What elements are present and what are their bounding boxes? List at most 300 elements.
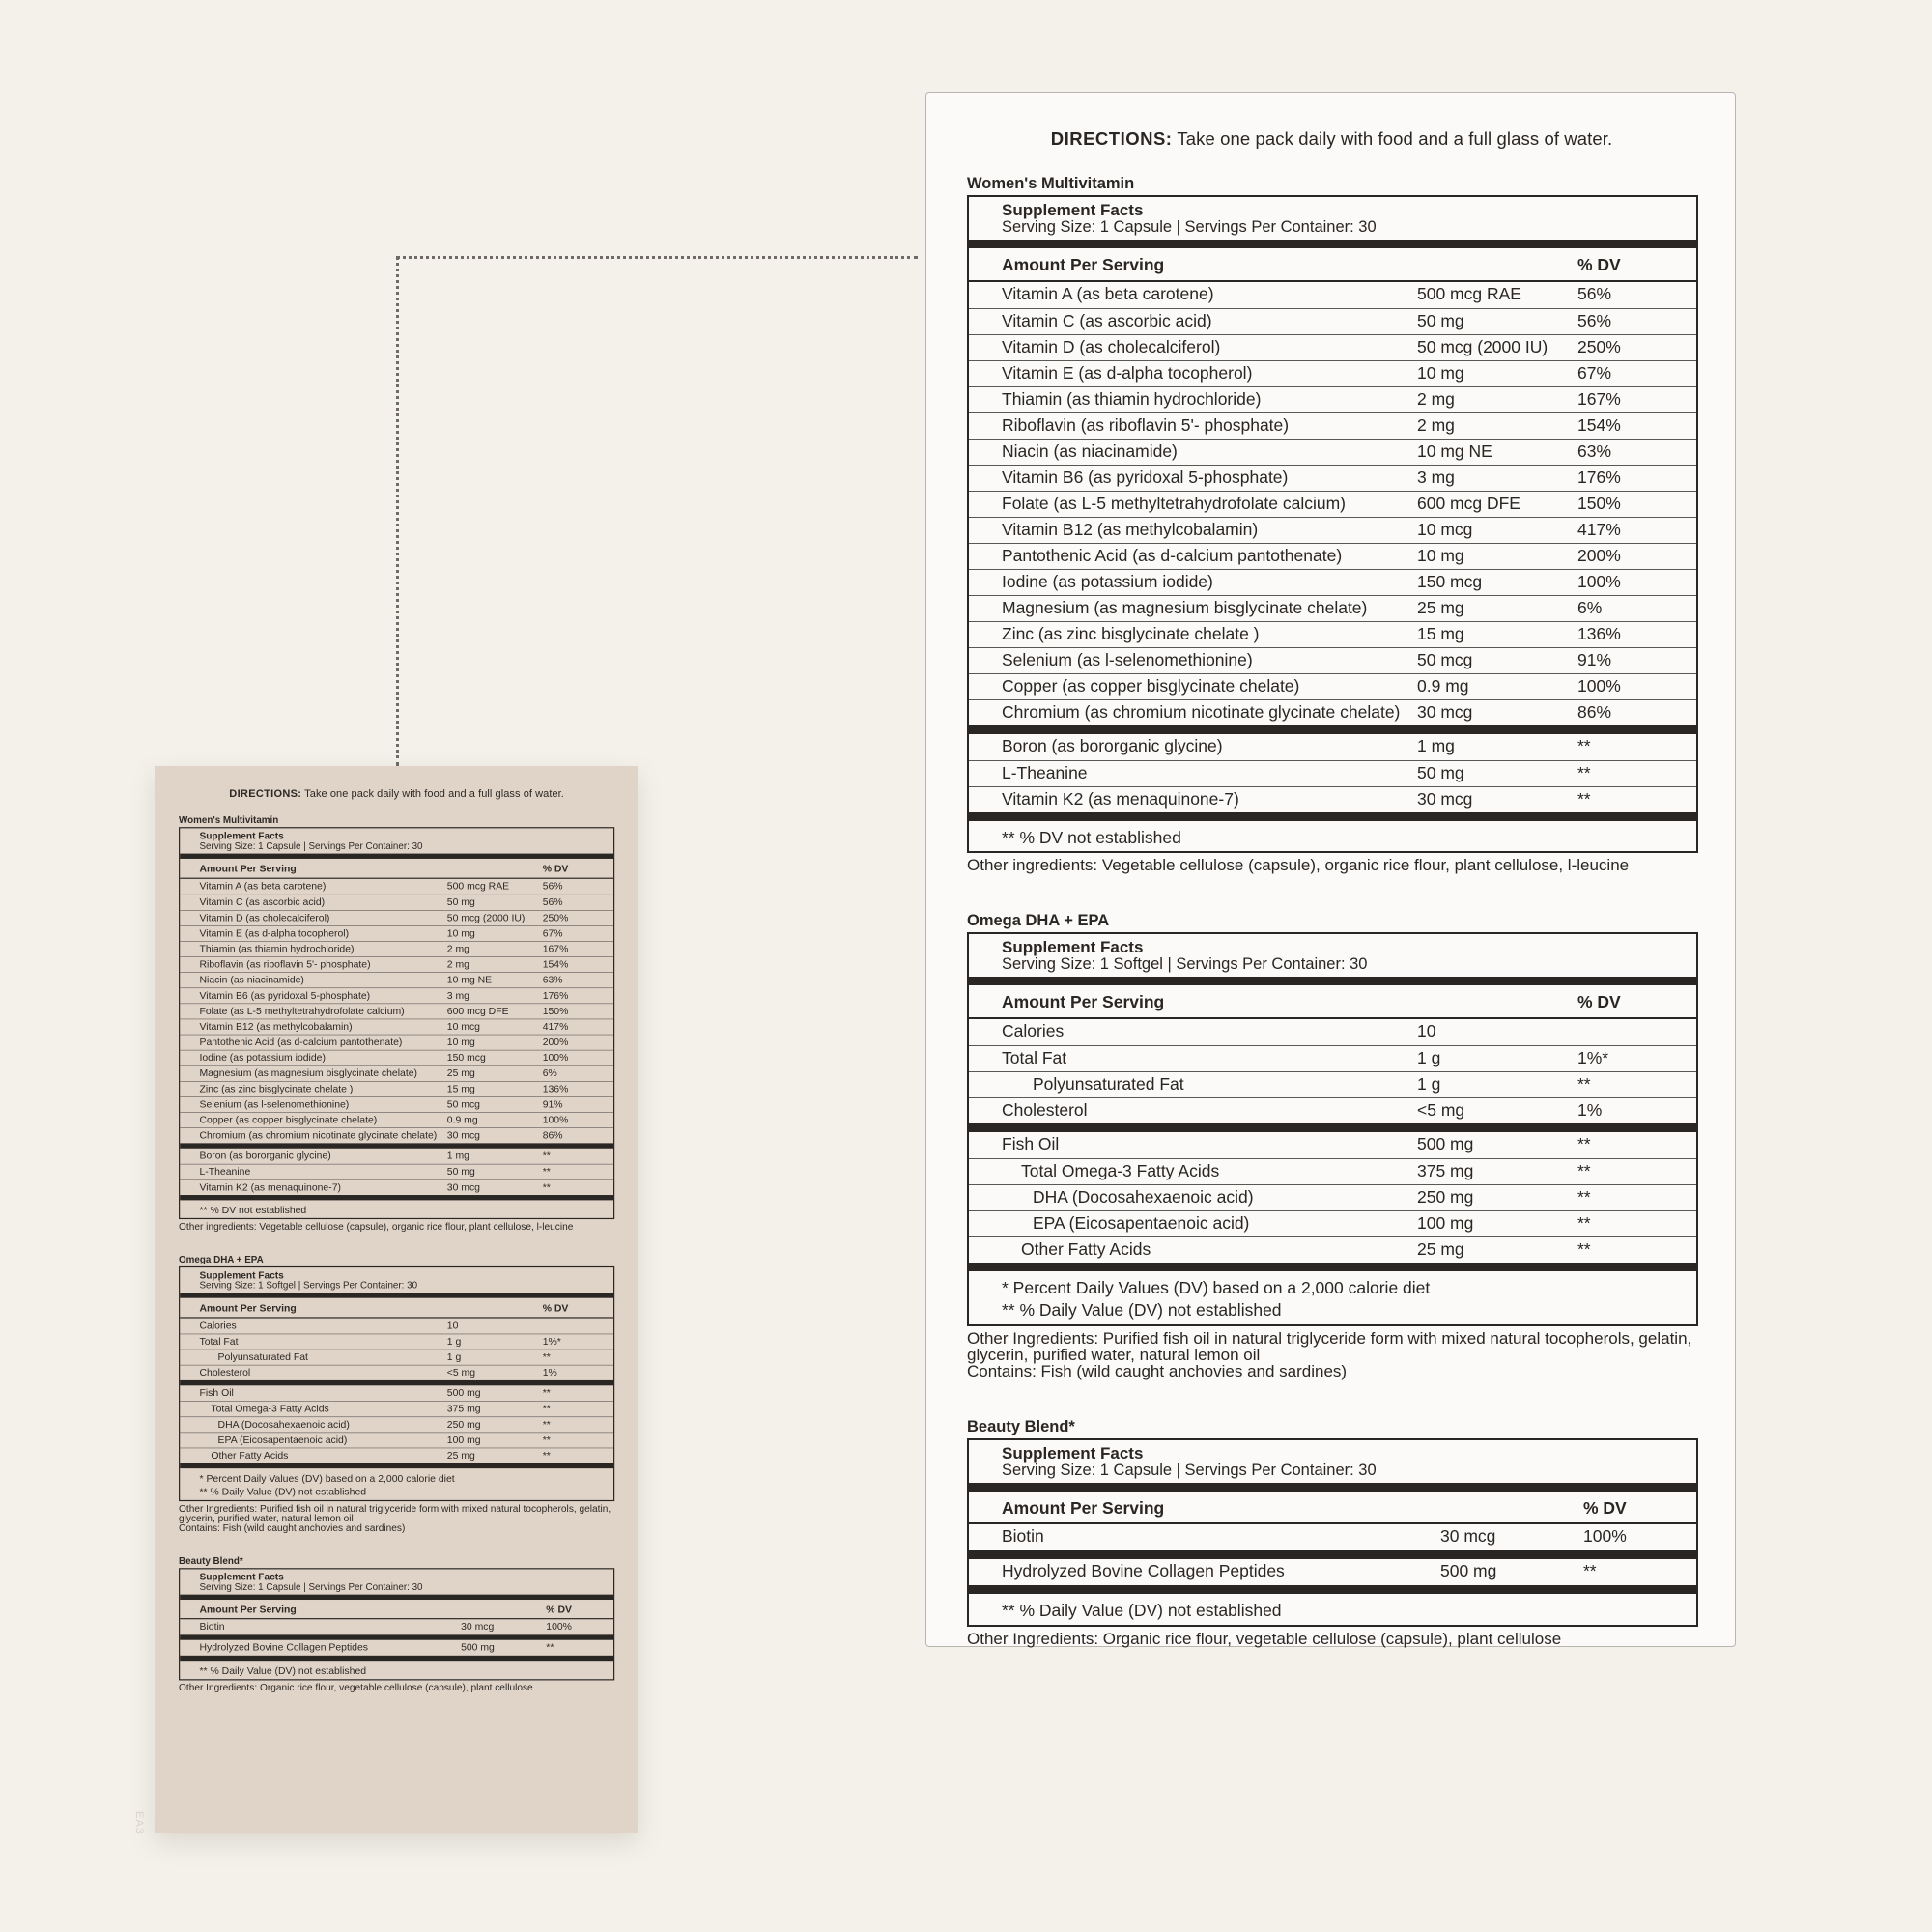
nutrient-dv: 136% [542,1082,569,1094]
supplement-facts-table [179,1266,614,1501]
nutrient-amount: 1 mg [446,1149,469,1161]
nutrient-dv: 56% [1577,310,1612,330]
nutrient-dv: 250% [542,911,569,923]
nutrient-name: Copper (as copper bisglycinate chelate) [1002,675,1300,696]
nutrient-dv: ** [1577,1212,1591,1233]
other-ingredients [179,1222,614,1232]
nutrient-dv: ** [1577,762,1591,782]
nutrient-name: Vitamin C (as ascorbic acid) [199,895,326,908]
header-dv: % DV [1583,1498,1627,1519]
header-amount-per-serving: Amount Per Serving [1002,992,1165,1012]
table-row [180,1164,613,1179]
nutrient-dv: 167% [542,942,569,954]
facts-header [969,934,1696,977]
nutrient-group [969,1019,1696,1123]
footnote-text: ** % Daily Value (DV) not established [199,1664,367,1677]
thick-divider [969,240,1696,248]
nutrient-dv: ** [542,1386,551,1399]
supplement-facts-table [967,195,1698,853]
nutrient-name: DHA (Docosahexaenoic acid) [1033,1186,1254,1207]
directions-body: Take one pack daily with food and a full glass of water. [301,787,564,800]
table-row [969,439,1696,465]
table-row [969,699,1696,725]
thick-divider [969,1483,1696,1492]
nutrient-amount: <5 mg [1417,1099,1465,1120]
nutrient-amount: 50 mcg (2000 IU) [1417,336,1548,356]
table-row [969,621,1696,647]
header-amount-per-serving: Amount Per Serving [1002,255,1165,275]
nutrient-amount: 0.9 mg [1417,675,1469,696]
nutrient-name: Niacin (as niacinamide) [1002,440,1178,461]
header-amount-per-serving: Amount Per Serving [199,863,297,875]
nutrient-dv: 100% [1577,675,1621,696]
table-row [180,1034,613,1049]
table-row [180,1333,613,1349]
table-row [180,1432,613,1447]
nutrient-name: Vitamin D (as cholecalciferol) [1002,336,1221,356]
table-row [969,543,1696,569]
nutrient-name: Boron (as bororganic glycine) [199,1149,331,1161]
nutrient-amount: 0.9 mg [446,1113,478,1125]
column-header-row [969,1492,1696,1522]
nutrient-amount: 500 mg [446,1386,481,1399]
nutrient-dv: 154% [542,957,569,970]
product-beauty-blend [179,1556,614,1692]
nutrient-group [969,1524,1696,1550]
table-row [180,941,613,956]
directions-text [179,787,614,800]
nutrient-group [969,282,1696,725]
footnote-text: ** % DV not established [1002,827,1181,847]
nutrient-amount: 15 mg [1417,623,1464,643]
table-row [180,1385,613,1401]
supplement-facts-table [179,827,614,1219]
nutrient-dv: 86% [1577,701,1612,722]
nutrient-name: Vitamin B12 (as methylcobalamin) [1002,519,1259,539]
nutrient-dv: 1% [1577,1099,1603,1120]
table-row [180,972,613,987]
table-row [180,1401,613,1416]
nutrient-amount: 250 mg [446,1418,481,1431]
nutrient-amount: 2 mg [1417,388,1455,409]
product-title: Beauty Blend* [967,1417,1075,1435]
table-row [180,1127,613,1143]
nutrient-amount: 10 [1417,1020,1436,1040]
nutrient-dv: 250% [1577,336,1621,356]
nutrient-dv: 1%* [1577,1047,1609,1067]
nutrient-group [969,1559,1696,1585]
nutrient-amount: 600 mcg DFE [1417,493,1520,513]
other-ingredients-text: Contains: Fish (wild caught anchovies and sardines) [967,1361,1348,1380]
footnote-text: * Percent Daily Values (DV) based on a 2,000 calorie diet [199,1472,455,1485]
nutrient-amount: 2 mg [446,942,469,954]
nutrient-name: Selenium (as l-selenomethionine) [1002,649,1253,669]
facts-header [180,1569,613,1594]
nutrient-name: Total Fat [199,1335,239,1348]
nutrient-dv: 6% [542,1066,557,1079]
label-thumbnail[interactable] [155,766,638,1833]
facts-header [180,1267,613,1293]
nutrient-name: Hydrolyzed Bovine Collagen Peptides [1002,1561,1285,1581]
nutrient-name: Selenium (as l-selenomethionine) [199,1097,350,1110]
header-dv: % DV [1577,992,1621,1012]
nutrient-name: Thiamin (as thiamin hydrochloride) [1002,388,1262,409]
table-row [969,1097,1696,1123]
table-row [969,569,1696,595]
nutrient-dv: 100% [1583,1526,1627,1547]
nutrient-name: Niacin (as niacinamide) [199,973,304,985]
nutrient-amount: 1 g [446,1350,462,1363]
footnote-text: ** % Daily Value (DV) not established [1002,1601,1282,1621]
column-header-row [180,859,613,877]
nutrient-dv: ** [542,1165,551,1178]
nutrient-dv: ** [1577,735,1591,755]
product-womens-multivitamin [179,815,614,1232]
facts-title: Supplement Facts [1002,938,1144,957]
nutrient-dv: 86% [542,1128,563,1141]
nutrient-dv: ** [1577,788,1591,809]
table-row [180,987,613,1003]
nutrient-name: Total Fat [1002,1047,1067,1067]
header-amount-per-serving: Amount Per Serving [1002,1498,1165,1519]
header-dv: % DV [542,1302,569,1314]
nutrient-amount: 500 mcg RAE [1417,283,1521,303]
facts-title: Supplement Facts [1002,1443,1144,1463]
nutrient-name: EPA (Eicosapentaenoic acid) [1033,1212,1250,1233]
nutrient-name: Calories [199,1319,237,1331]
other-ingredients [179,1683,614,1692]
header-dv: % DV [546,1604,572,1616]
nutrient-amount: 50 mcg (2000 IU) [446,911,526,923]
table-row [969,1236,1696,1263]
column-header-row [180,1600,613,1618]
nutrient-name: Polyunsaturated Fat [217,1350,308,1363]
nutrient-dv: 63% [542,973,563,985]
other-ingredients-text: Other Ingredients: Purified fish oil in natural triglyceride form with mixed natural tocopherols, gelatin, glycerin, purified water, natural lemon oil [967,1328,1692,1364]
nutrient-name: Total Omega-3 Fatty Acids [211,1402,329,1414]
footnotes [969,1594,1696,1625]
nutrient-name: L-Theanine [199,1165,251,1178]
nutrient-dv: 200% [1577,545,1621,565]
column-header-row [969,985,1696,1016]
directions-text [967,128,1696,150]
nutrient-dv: 100% [546,1620,572,1633]
table-row [180,1447,613,1463]
nutrient-dv: ** [542,1149,551,1161]
nutrient-dv: 91% [1577,649,1612,669]
nutrient-dv: ** [1577,1133,1591,1153]
other-ingredients [967,1330,1696,1379]
nutrient-dv: 200% [542,1036,569,1048]
product-title: Omega DHA + EPA [179,1254,264,1265]
table-row [969,491,1696,517]
nutrient-name: Fish Oil [199,1386,234,1399]
nutrient-amount: 25 mg [1417,1238,1464,1259]
footnotes [969,1271,1696,1324]
nutrient-dv: ** [546,1641,554,1654]
supplement-facts-table [967,932,1698,1326]
nutrient-amount: 150 mcg [446,1051,486,1064]
nutrient-amount: 375 mg [1417,1160,1474,1180]
table-row [969,734,1696,760]
nutrient-group [180,879,613,1144]
facts-title: Supplement Facts [1002,201,1144,219]
product-title: Women's Multivitamin [179,814,279,826]
table-row [180,1416,613,1432]
nutrient-amount: 10 mg NE [1417,440,1492,461]
header-amount-per-serving: Amount Per Serving [199,1302,297,1314]
nutrient-dv: ** [1583,1561,1597,1581]
table-row [969,1158,1696,1184]
table-row [180,1365,613,1380]
table-row [180,1003,613,1018]
nutrient-amount: 25 mg [446,1066,475,1079]
facts-header [969,197,1696,240]
nutrient-dv: ** [542,1180,551,1193]
nutrient-name: Calories [1002,1020,1065,1040]
nutrient-amount: 10 mg [446,1036,475,1048]
product-omega-dha-epa [967,912,1696,1379]
label-zoom-card [925,92,1736,1647]
product-title: Beauty Blend* [179,1555,243,1567]
footnotes [180,1468,613,1500]
table-row [969,647,1696,673]
nutrient-name: Biotin [1002,1526,1044,1547]
serving-info: Serving Size: 1 Capsule | Servings Per Container: 30 [199,840,423,852]
serving-info: Serving Size: 1 Softgel | Servings Per Container: 30 [199,1280,418,1291]
nutrient-name: Other Fatty Acids [1021,1238,1151,1259]
nutrient-group [180,1385,613,1463]
table-row [969,334,1696,360]
nutrient-dv: 67% [542,926,563,939]
nutrient-name: Pantothenic Acid (as d-calcium pantothenate) [199,1036,403,1048]
nutrient-dv: ** [1577,1160,1591,1180]
nutrient-amount: 50 mcg [1417,649,1473,669]
product-title: Women's Multivitamin [967,175,1135,192]
footnote-text: * Percent Daily Values (DV) based on a 2,000 calorie diet [1002,1277,1431,1297]
nutrient-amount: 500 mg [1440,1561,1497,1581]
nutrient-name: Polyunsaturated Fat [1033,1073,1184,1094]
nutrient-amount: 500 mg [461,1641,495,1654]
nutrient-name: Vitamin C (as ascorbic acid) [1002,310,1212,330]
label-content-thumbnail [155,766,638,1692]
nutrient-name: Magnesium (as magnesium bisglycinate chelate) [1002,597,1368,617]
nutrient-amount: 1 g [446,1335,462,1348]
table-row [969,465,1696,491]
nutrient-name: Riboflavin (as riboflavin 5'- phosphate) [1002,414,1290,435]
table-row [969,360,1696,386]
table-row [180,1050,613,1065]
table-row [969,786,1696,812]
nutrient-amount: 25 mg [446,1449,475,1462]
table-row [969,760,1696,786]
nutrient-amount: 10 mg [1417,362,1464,383]
nutrient-name: Vitamin A (as beta carotene) [1002,283,1214,303]
nutrient-name: Vitamin D (as cholecalciferol) [199,911,330,923]
nutrient-name: Chromium (as chromium nicotinate glycinate chelate) [199,1128,438,1141]
table-row [969,1019,1696,1045]
nutrient-dv: 56% [1577,283,1612,303]
nutrient-dv: 100% [542,1113,569,1125]
nutrient-name: Vitamin E (as d-alpha tocopherol) [199,926,350,939]
directions-body: Take one pack daily with food and a full glass of water. [1172,128,1613,149]
nutrient-name: Zinc (as zinc bisglycinate chelate ) [199,1082,354,1094]
table-row [180,1350,613,1365]
footnote-text: ** % Daily Value (DV) not established [1002,1300,1282,1321]
table-row [180,1148,613,1163]
other-ingredients-text: Other Ingredients: Organic rice flour, vegetable cellulose (capsule), plant cellulose [967,1630,1562,1649]
nutrient-dv: 176% [542,988,569,1001]
nutrient-group [969,734,1696,812]
table-row [180,910,613,925]
serving-info: Serving Size: 1 Softgel | Servings Per Container: 30 [1002,955,1368,973]
nutrient-amount: 250 mg [1417,1186,1474,1207]
nutrient-amount: 1 g [1417,1047,1441,1067]
nutrient-group [180,1318,613,1379]
nutrient-group [180,1620,613,1635]
nutrient-dv: 150% [542,1005,569,1016]
nutrient-dv: 167% [1577,388,1621,409]
nutrient-name: Chromium (as chromium nicotinate glycinate chelate) [1002,701,1401,722]
table-row [969,673,1696,699]
serving-info: Serving Size: 1 Capsule | Servings Per Container: 30 [199,1581,423,1593]
table-row [180,925,613,941]
nutrient-amount: 3 mg [446,988,469,1001]
nutrient-dv: 100% [1577,571,1621,591]
nutrient-group [969,1132,1696,1263]
nutrient-amount: 10 mg NE [446,973,493,985]
thick-divider [969,812,1696,821]
serving-info: Serving Size: 1 Capsule | Servings Per Container: 30 [1002,1461,1377,1479]
nutrient-name: Riboflavin (as riboflavin 5'- phosphate) [199,957,371,970]
connector-line-horizontal [396,256,918,259]
nutrient-amount: 2 mg [1417,414,1455,435]
nutrient-dv: 6% [1577,597,1603,617]
nutrient-amount: 30 mcg [446,1180,480,1193]
nutrient-name: Vitamin K2 (as menaquinone-7) [199,1180,341,1193]
other-ingredients-text: Other Ingredients: Purified fish oil in natural triglyceride form with mixed natural tocopherols, gelatin, glycerin, purified water, natural lemon oil [179,1502,611,1524]
label-content-zoomed [926,93,1735,1647]
table-row [969,1045,1696,1071]
edge-mark: EA3 [133,1811,145,1834]
nutrient-amount: 30 mcg [446,1128,480,1141]
nutrient-amount: 1 g [1417,1073,1441,1094]
nutrient-name: Other Fatty Acids [211,1449,289,1462]
nutrient-amount: <5 mg [446,1366,476,1378]
nutrient-amount: 50 mg [1417,310,1464,330]
nutrient-amount: 30 mcg [1440,1526,1496,1547]
table-row [180,1318,613,1333]
other-ingredients [967,1631,1696,1647]
product-womens-multivitamin [967,175,1696,873]
serving-info: Serving Size: 1 Capsule | Servings Per Container: 30 [1002,217,1377,236]
directions-label: DIRECTIONS: [229,787,302,800]
nutrient-dv: 417% [1577,519,1621,539]
nutrient-name: Folate (as L-5 methyltetrahydrofolate calcium) [199,1005,405,1016]
facts-title: Supplement Facts [199,830,284,842]
table-row [180,1112,613,1127]
nutrient-amount: 30 mcg [461,1620,495,1633]
nutrient-name: Cholesterol [199,1366,251,1378]
thick-divider [969,1263,1696,1271]
table-row [969,412,1696,439]
nutrient-name: Vitamin K2 (as menaquinone-7) [1002,788,1239,809]
nutrient-name: Pantothenic Acid (as d-calcium pantothenate) [1002,545,1343,565]
table-row [180,1620,613,1635]
directions-label: DIRECTIONS: [1050,128,1173,149]
nutrient-name: Zinc (as zinc bisglycinate chelate ) [1002,623,1260,643]
nutrient-dv: ** [542,1350,551,1363]
footnote-text: ** % DV not established [199,1204,307,1216]
nutrient-dv: ** [1577,1073,1591,1094]
nutrient-amount: 100 mg [1417,1212,1474,1233]
nutrient-name: Vitamin B12 (as methylcobalamin) [199,1020,353,1033]
table-row [180,1179,613,1195]
footnotes [969,821,1696,852]
table-row [180,1640,613,1656]
other-ingredients-text: Contains: Fish (wild caught anchovies and sardines) [179,1522,406,1534]
nutrient-dv: 63% [1577,440,1612,461]
nutrient-dv: 67% [1577,362,1612,383]
table-row [180,1018,613,1034]
nutrient-amount: 500 mg [1417,1133,1474,1153]
nutrient-amount: 1 mg [1417,735,1455,755]
facts-title: Supplement Facts [199,1571,284,1583]
nutrient-amount: 50 mg [446,1165,475,1178]
nutrient-name: Magnesium (as magnesium bisglycinate chelate) [199,1066,417,1079]
product-title: Omega DHA + EPA [967,912,1110,930]
nutrient-amount: 50 mg [446,895,475,908]
nutrient-amount: 150 mcg [1417,571,1483,591]
nutrient-amount: 10 mg [1417,545,1464,565]
table-row [180,956,613,972]
nutrient-dv: ** [542,1449,551,1462]
nutrient-group [180,1640,613,1656]
nutrient-name: Total Omega-3 Fatty Acids [1021,1160,1220,1180]
nutrient-name: Boron (as bororganic glycine) [1002,735,1223,755]
nutrient-amount: 500 mcg RAE [446,879,510,892]
nutrient-name: L-Theanine [1002,762,1088,782]
other-ingredients [967,857,1696,873]
table-row [180,1065,613,1081]
nutrient-amount: 30 mcg [1417,788,1473,809]
other-ingredients-text: Other Ingredients: Organic rice flour, vegetable cellulose (capsule), plant cellulose [179,1682,533,1693]
nutrient-name: DHA (Docosahexaenoic acid) [217,1418,350,1431]
table-row [969,1210,1696,1236]
table-row [969,1132,1696,1158]
supplement-facts-table [967,1438,1698,1627]
nutrient-dv: 56% [542,895,563,908]
other-ingredients-text: Other ingredients: Vegetable cellulose (capsule), organic rice flour, plant cellulose, l-leucine [179,1220,574,1233]
nutrient-amount: 375 mg [446,1402,481,1414]
nutrient-amount: 600 mcg DFE [446,1005,509,1016]
table-row [969,1524,1696,1550]
column-header-row [180,1298,613,1317]
nutrient-name: Hydrolyzed Bovine Collagen Peptides [199,1641,369,1654]
table-row [969,282,1696,308]
nutrient-amount: 10 mcg [1417,519,1473,539]
nutrient-dv: ** [542,1418,551,1431]
thick-divider [969,1123,1696,1132]
nutrient-name: Fish Oil [1002,1133,1060,1153]
nutrient-amount: 10 mg [446,926,475,939]
header-amount-per-serving: Amount Per Serving [199,1604,297,1616]
nutrient-dv: 56% [542,879,563,892]
table-row [969,517,1696,543]
nutrient-dv: 1% [542,1366,557,1378]
nutrient-name: Vitamin A (as beta carotene) [199,879,327,892]
supplement-facts-table [179,1568,614,1680]
